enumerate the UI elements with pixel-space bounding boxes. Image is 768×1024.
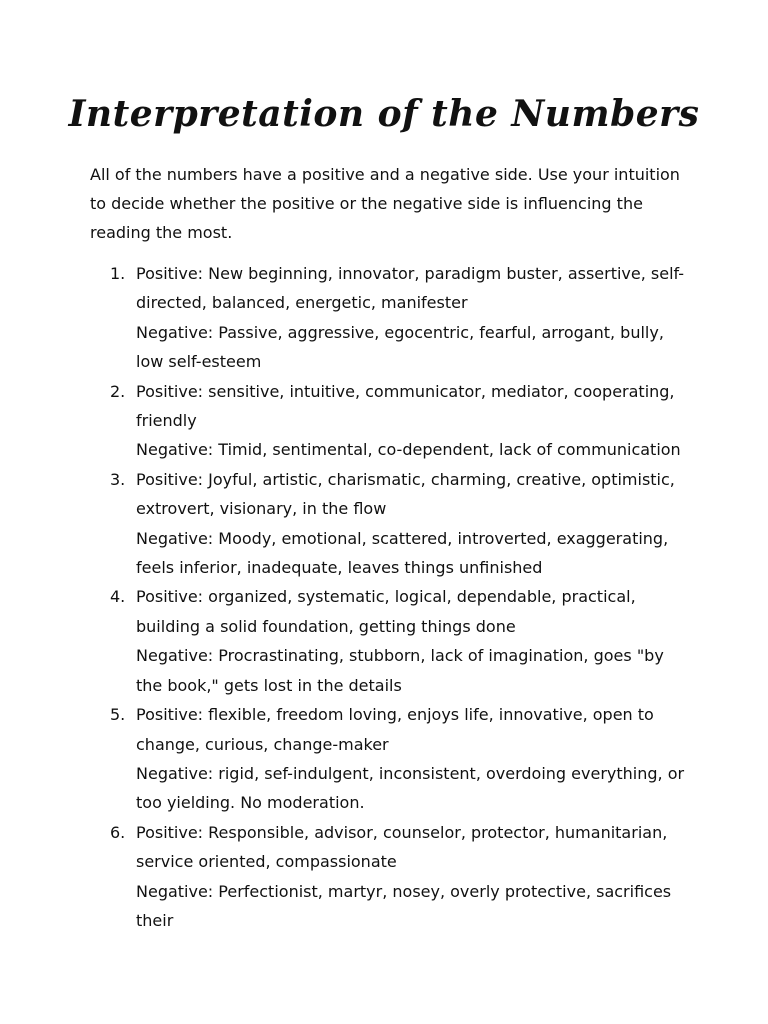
positive-traits: Positive: Responsible, advisor, counselor, protector, humanitarian, service oriented, compassionate — [136, 822, 668, 872]
item-number: 4. — [110, 587, 126, 607]
positive-traits: Positive: sensitive, intuitive, communicator, mediator, cooperating, friendly — [136, 381, 675, 431]
item-number: 3. — [110, 469, 126, 489]
list-item — [90, 582, 690, 700]
list-item — [90, 818, 690, 936]
page-title: Interpretation of the Numbers — [68, 93, 700, 135]
positive-traits: Positive: organized, systematic, logical, dependable, practical, building a solid foundation, getting things done — [136, 587, 636, 636]
intro-paragraph: All of the numbers have a positive and a negative side. Use your intuition to decide whether the positive or the negative side is influencing the reading the most. — [90, 165, 680, 242]
negative-traits: Negative: Passive, aggressive, egocentric, fearful, arrogant, bully, low self-esteem — [136, 322, 664, 372]
item-number: 6. — [110, 822, 126, 842]
positive-traits: Positive: New beginning, innovator, paradigm buster, assertive, self-directed, balanced, energetic, manifester — [136, 264, 685, 313]
numbers-list — [90, 259, 690, 935]
negative-traits: Negative: Timid, sentimental, co-dependent, lack of communication — [136, 440, 681, 460]
list-item — [90, 465, 690, 583]
item-number: 5. — [110, 705, 126, 725]
negative-traits: Negative: Procrastinating, stubborn, lack of imagination, goes "by the book," gets lost in the details — [136, 646, 664, 695]
negative-traits: Negative: Moody, emotional, scattered, introverted, exaggerating, feels inferior, inadequate, leaves things unfinished — [136, 528, 669, 578]
item-number: 1. — [110, 264, 126, 283]
negative-traits: Negative: Perfectionist, martyr, nosey, overly protective, sacrifices their — [136, 881, 672, 930]
positive-traits: Positive: Joyful, artistic, charismatic, charming, creative, optimistic, extrovert, visionary, in the flow — [136, 469, 675, 519]
list-item — [90, 377, 690, 465]
list-item — [90, 259, 690, 377]
list-item — [90, 700, 690, 818]
positive-traits: Positive: flexible, freedom loving, enjoys life, innovative, open to change, curious, change-maker — [136, 705, 654, 754]
item-number: 2. — [110, 381, 126, 401]
negative-traits: Negative: rigid, sef-indulgent, inconsistent, overdoing everything, or too yielding. No moderation. — [136, 763, 685, 813]
